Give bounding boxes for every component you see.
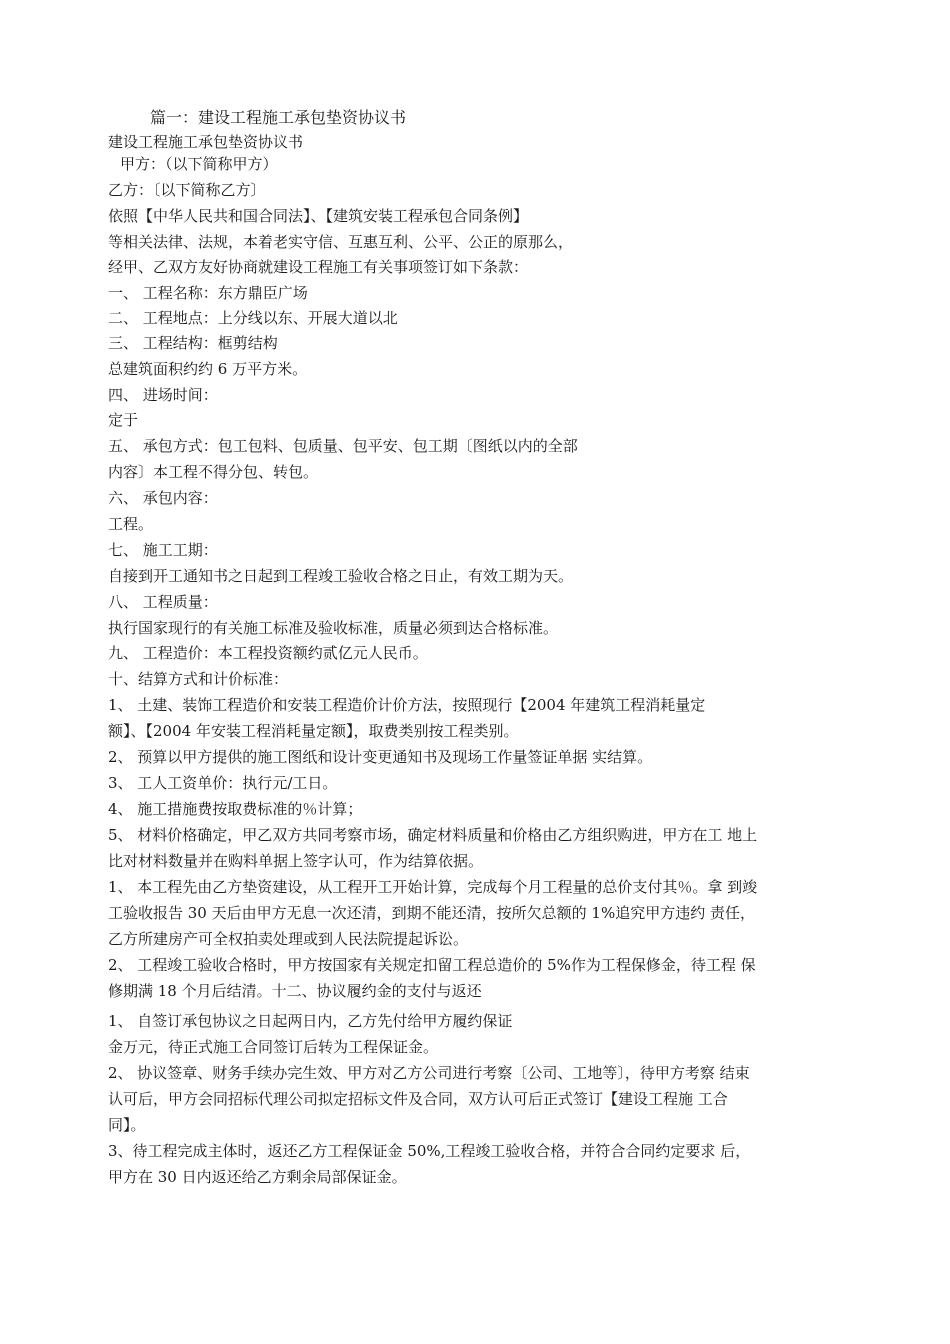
text-line: 2、 协议签章、财务手续办完生效、甲方对乙方公司进行考察〔公司、工地等〕，待甲方考察 结束 (108, 1064, 750, 1082)
text-line: 甲方在 30 日内返还给乙方剩余局部保证金。 (108, 1168, 407, 1186)
text-line: 乙方所建房产可全权拍卖处理或到人民法院提起诉讼。 (108, 930, 469, 948)
text-line: 自接到开工通知书之日起到工程竣工验收合格之日止，有效工期为天。 (108, 567, 574, 585)
text-line: 六、 承包内容： (108, 489, 218, 507)
document-title: 篇一：建设工程施工承包垫资协议书 (150, 108, 407, 127)
text-line: 五、 承包方式：包工包料、包质量、包平安、包工期〔图纸以内的全部 (108, 437, 578, 455)
text-line: 比对材料数量并在购料单据上签字认可，作为结算依据。 (108, 852, 484, 870)
text-line: 1、 本工程先由乙方垫资建设，从工程开工开始计算，完成每个月工程量的总价支付其％。拿 到竣 (108, 878, 758, 896)
text-line: 4、 施工措施费按取费标准的％计算； (108, 800, 363, 818)
text-line: 一、 工程名称：东方鼎臣广场 (108, 284, 308, 302)
text-line: 八、 工程质量： (108, 593, 218, 611)
text-line: 5、 材料价格确定，甲乙双方共同考察市场，确定材料质量和价格由乙方组织购进，甲方在工 地上 (108, 826, 758, 844)
text-line: 四、 进场时间： (108, 386, 218, 404)
text-line: 三、 工程结构：框剪结构 (108, 334, 278, 352)
text-line: 2、 预算以甲方提供的施工图纸和设计变更通知书及现场工作量签证单据 实结算。 (108, 748, 653, 766)
text-line: 经甲、乙双方友好协商就建设工程施工有关事项签订如下条款： (108, 258, 529, 276)
text-line: 内容〕本工程不得分包、转包。 (108, 463, 319, 481)
text-line: 甲方：（以下简称甲方） (120, 155, 278, 173)
text-line: 定于 (108, 411, 139, 429)
text-line: 同】。 (108, 1116, 146, 1134)
text-line: 二、 工程地点：上分线以东、开展大道以北 (108, 309, 398, 327)
text-line: 建设工程施工承包垫资协议书 (108, 133, 304, 151)
text-line: 依照【中华人民共和国合同法】、【建筑安装工程承包合同条例】 (108, 207, 529, 225)
text-line: 认可后，甲方会同招标代理公司拟定招标文件及合同，双方认可后正式签订【建设工程施 工合 (108, 1090, 728, 1108)
text-line: 3、待工程完成主体时，返还乙方工程保证金 50%,工程竣工验收合格，并符合合同约定要求 后， (108, 1142, 751, 1160)
text-line: 十、结算方式和计价标准： (108, 670, 289, 688)
text-line: 乙方：〔以下简称乙方〕 (108, 181, 266, 199)
text-line: 九、 工程造价：本工程投资额约贰亿元人民币。 (108, 644, 428, 662)
text-line: 工程。 (108, 515, 154, 533)
text-line: 修期满 18 个月后结清。十二、协议履约金的支付与返还 (108, 982, 482, 1000)
text-line: 1、 自签订承包协议之日起两日内，乙方先付给甲方履约保证 (108, 1012, 513, 1030)
text-line: 额】、【2004 年安装工程消耗量定额】，取费类别按工程类别。 (108, 722, 519, 740)
text-line: 2、 工程竣工验收合格时，甲方按国家有关规定扣留工程总造价的 5%作为工程保修金，待工程 保 (108, 956, 756, 974)
text-line: 1、 土建、装饰工程造价和安装工程造价计价方法，按照现行【2004 年建筑工程消耗量定 (108, 696, 706, 714)
text-line: 金万元，待正式施工合同签订后转为工程保证金。 (108, 1038, 439, 1056)
text-line: 等相关法律、法规，本着老实守信、互惠互利、公平、公正的原那么， (108, 233, 574, 251)
text-line: 七、 施工工期： (108, 541, 218, 559)
text-line: 总建筑面积约约 6 万平方米。 (108, 360, 308, 378)
text-line: 3、 工人工资单价：执行元/工日。 (108, 774, 338, 792)
text-line: 执行国家现行的有关施工标准及验收标准，质量必须到达合格标准。 (108, 619, 559, 637)
text-line: 工验收报告 30 天后由甲方无息一次还清，到期不能还清，按所欠总额的 1%追究甲方违约 责任， (108, 904, 755, 922)
